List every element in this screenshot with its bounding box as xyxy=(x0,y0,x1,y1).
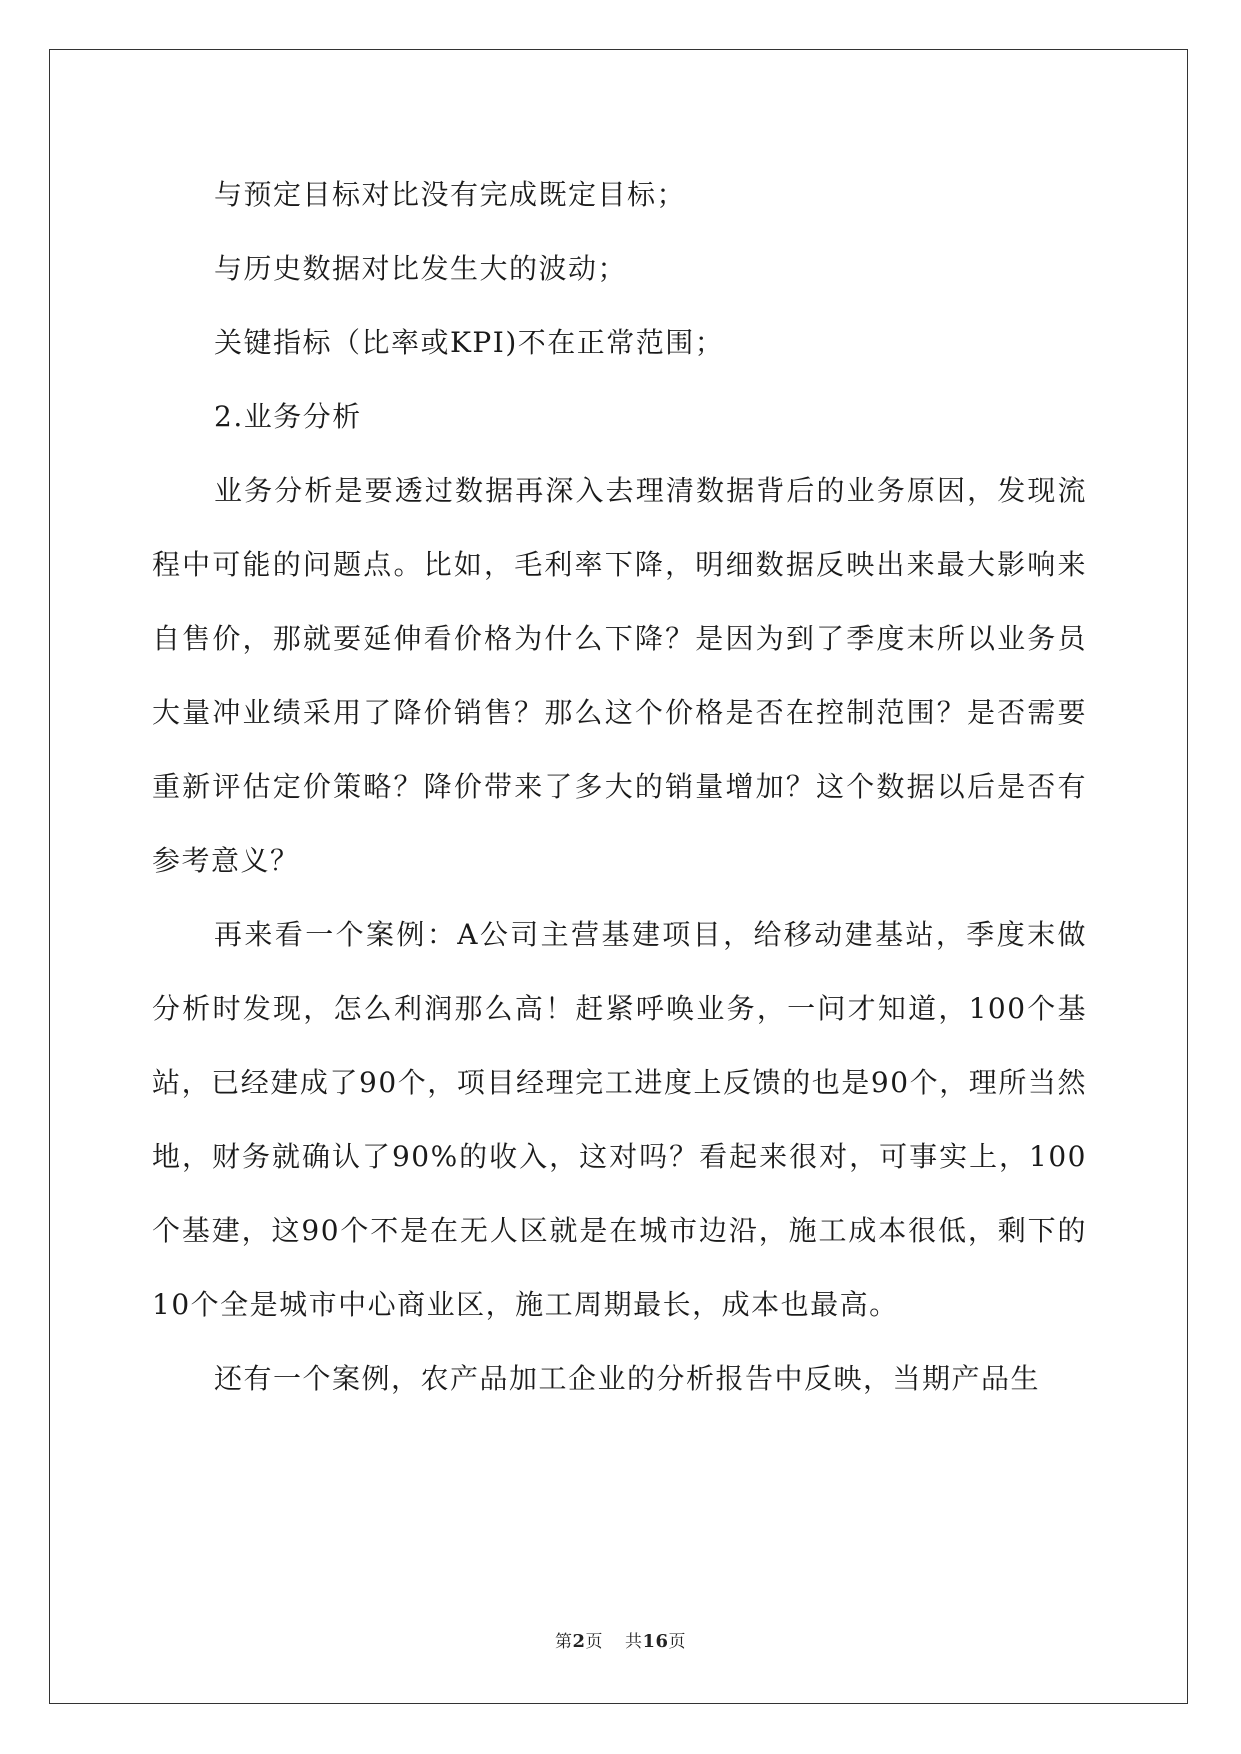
footer-page-current: 2 xyxy=(572,1631,586,1652)
paragraph-case-2: 还有一个案例，农产品加工企业的分析报告中反映，当期产品生 xyxy=(214,1362,1041,1395)
paragraph-1: 与预定目标对比没有完成既定目标； xyxy=(214,178,687,211)
footer-page-prefix: 第 xyxy=(554,1632,573,1652)
paragraph-case-1: 再来看一个案例：A公司主营基建项目，给移动建基站，季度末做分析时发现，怎么利润那么高！赶紧呼唤业务，一问才知道，100个基站，已经建成了90个，项目经理完工进度上反馈的也是90个，理所当然地，财务就确认了90%的收入，这对吗？看起来很对，可事实上，100个基建，这90个不是在无人区就是在城市边沿，施工成本很低，剩下的10个全是城市中心商业区，施工周期最长，成本也最高。 xyxy=(152,918,1087,1321)
paragraph-2: 与历史数据对比发生大的波动； xyxy=(214,252,628,285)
section-heading: 2.业务分析 xyxy=(214,400,362,433)
document-body xyxy=(152,158,1087,1416)
paragraph-3: 关键指标（比率或KPI)不在正常范围； xyxy=(214,326,725,359)
footer-total-prefix: 共 xyxy=(624,1632,643,1652)
paragraph-business-analysis: 业务分析是要透过数据再深入去理清数据背后的业务原因，发现流程中可能的问题点。比如，毛利率下降，明细数据反映出来最大影响来自售价，那就要延伸看价格为什么下降？是因为到了季度末所以业务员大量冲业绩采用了降价销售？那么这个价格是否在控制范围？是否需要重新评估定价策略？降价带来了多大的销量增加？这个数据以后是否有参考意义？ xyxy=(152,474,1087,877)
footer-page-total: 16 xyxy=(642,1631,669,1652)
footer-total-suffix: 页 xyxy=(668,1632,687,1652)
footer-page-mid: 页 xyxy=(585,1632,603,1652)
page-footer xyxy=(0,1627,1241,1652)
